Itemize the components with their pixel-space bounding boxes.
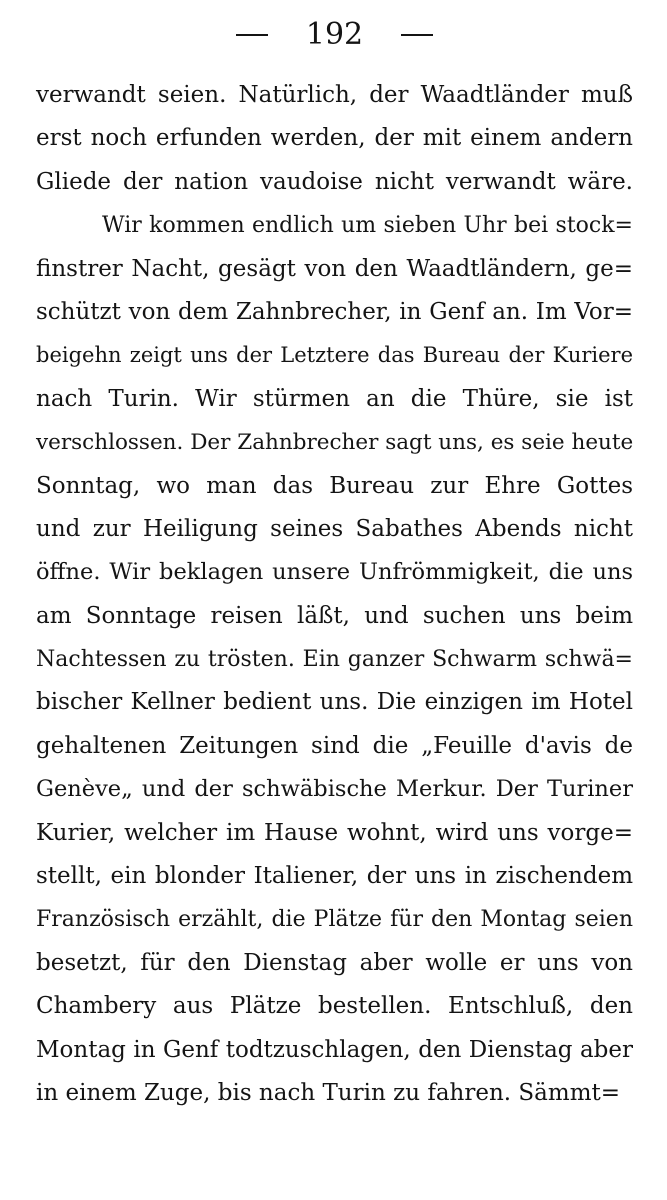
text-line: Genève„ und der schwäbische Merkur. Der Turiner — [36, 776, 633, 803]
text-line: am Sonntage reisen läßt, und suchen uns beim — [36, 602, 633, 629]
text-line: nach Turin. Wir stürmen an die Thüre, sie ist — [36, 385, 633, 412]
text-line: finstrer Nacht, gesägt von den Waadtländern, ge= — [36, 255, 633, 282]
text-line: erst noch erfunden werden, der mit einem andern — [36, 125, 633, 152]
text-line: und zur Heiligung seines Sabathes Abends nicht — [36, 515, 633, 542]
text-line: Gliede der nation vaudoise nicht verwandt wäre. — [36, 168, 633, 195]
text-line: bischer Kellner bedient uns. Die einzigen im Hotel — [36, 689, 633, 716]
body-text — [36, 74, 633, 1115]
text-line: Sonntag, wo man das Bureau zur Ehre Gottes — [36, 472, 633, 499]
header-dash-left — [236, 34, 268, 36]
text-line: stellt, ein blonder Italiener, der uns in zischendem — [36, 863, 633, 890]
text-line: Wir kommen endlich um sieben Uhr bei stock= — [102, 213, 633, 239]
text-line: verwandt seien. Natürlich, der Waadtländer muß — [36, 82, 633, 108]
text-line: schützt von dem Zahnbrecher, in Genf an. Im Vor= — [36, 298, 633, 325]
page-number: 192 — [305, 17, 364, 52]
text-line: gehaltenen Zeitungen sind die „Feuille d'avis de — [36, 732, 633, 759]
text-line: Französisch erzählt, die Plätze für den Montag seien — [36, 907, 633, 933]
page-header — [36, 14, 633, 56]
text-line: besetzt, für den Dienstag aber wolle er uns von — [36, 949, 633, 976]
header-dash-right — [401, 34, 433, 36]
text-line: Chambery aus Plätze bestellen. Entschluß, den — [36, 993, 633, 1020]
text-line: Nachtessen zu trösten. Ein ganzer Schwarm schwä= — [36, 647, 633, 673]
text-line: beigehn zeigt uns der Letztere das Bureau der Kuriere — [36, 343, 633, 368]
text-line: in einem Zuge, bis nach Turin zu fahren. Sämmt= — [36, 1079, 621, 1106]
text-line: öffne. Wir beklagen unsere Unfrömmigkeit, die uns — [36, 559, 633, 586]
text-line: Montag in Genf todtzuschlagen, den Dienstag aber — [36, 1036, 633, 1063]
text-line: verschlossen. Der Zahnbrecher sagt uns, es seie heute — [36, 430, 634, 456]
text-line: Kurier, welcher im Hause wohnt, wird uns vorge= — [36, 819, 633, 846]
